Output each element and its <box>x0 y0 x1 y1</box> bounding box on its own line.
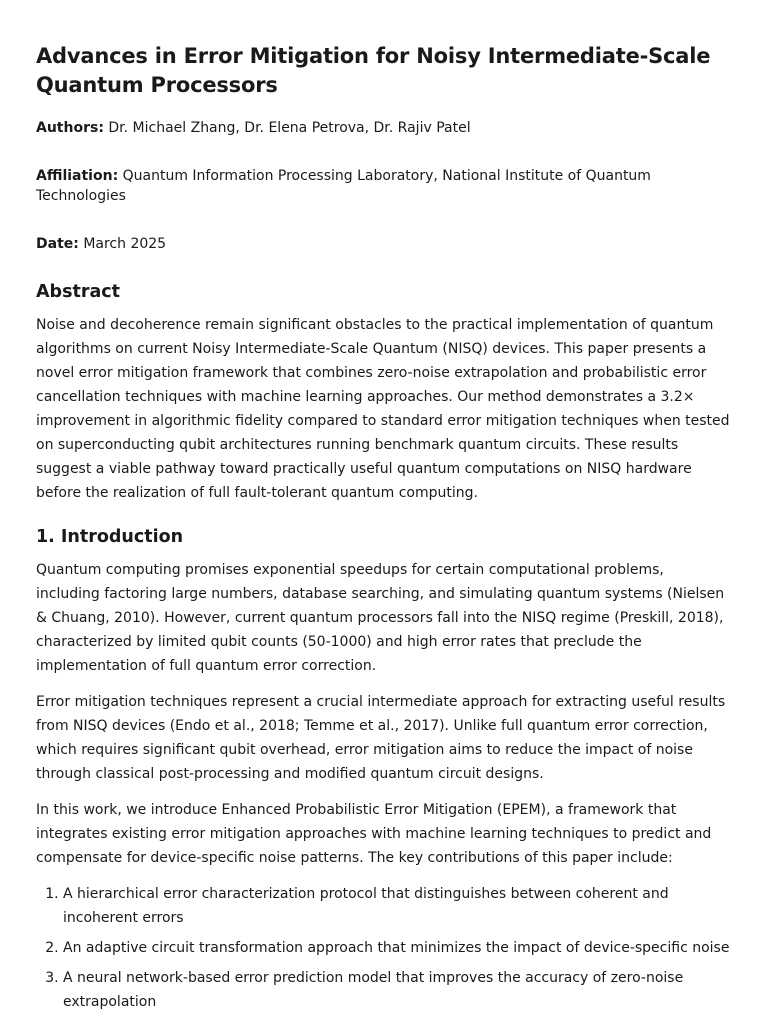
affiliation-value: Quantum Information Processing Laboratory, National Institute of Quantum Technologies <box>36 168 651 204</box>
introduction-heading: 1. Introduction <box>36 527 184 547</box>
paper-title: Advances in Error Mitigation for Noisy Intermediate-Scale Quantum Processors <box>36 44 711 97</box>
affiliation-line <box>36 166 732 206</box>
date-value: March 2025 <box>83 236 167 252</box>
list-item: 1. A hierarchical error characterization protocol that distinguishes between coherent and incoherent errors <box>63 882 732 930</box>
list-item: 2. An adaptive circuit transformation approach that minimizes the impact of device-specific noise <box>63 936 732 960</box>
abstract-text: Noise and decoherence remain significant obstacles to the practical implementation of quantum algorithms on current Noisy Intermediate-Scale Quantum (NISQ) devices. This paper presents a novel error mitigation framework that combines zero-noise extrapolation and probabilistic error cancellation techniques with machine learning approaches. Our method demonstrates a 3.2× improvement in algorithmic fidelity compared to standard error mitigation techniques when tested on superconducting qubit architectures running benchmark quantum circuits. These results suggest a viable pathway toward practically useful quantum computations on NISQ hardware before the realization of full fault-tolerant quantum computing. <box>36 317 730 501</box>
intro-paragraph: Quantum computing promises exponential speedups for certain computational problems, including factoring large numbers, database searching, and simulating quantum systems (Nielsen & Chuang, 2010). However, current quantum processors fall into the NISQ regime (Preskill, 2018), characterized by limited qubit counts (50-1000) and high error rates that preclude the implementation of full quantum error correction. <box>36 562 725 674</box>
authors-line <box>36 118 732 138</box>
contributions-list <box>36 882 732 1014</box>
affiliation-label: Affiliation: <box>36 168 119 184</box>
date-label: Date: <box>36 236 79 252</box>
date-line <box>36 234 732 254</box>
intro-paragraph: In this work, we introduce Enhanced Probabilistic Error Mitigation (EPEM), a framework that integrates existing error mitigation approaches with machine learning techniques to predict and compensate for device-specific noise patterns. The key contributions of this paper include: <box>36 802 712 866</box>
abstract-heading: Abstract <box>36 282 121 302</box>
list-item: 3. A neural network-based error prediction model that improves the accuracy of zero-noise extrapolation <box>63 966 732 1014</box>
authors-value: Dr. Michael Zhang, Dr. Elena Petrova, Dr. Rajiv Patel <box>108 120 471 136</box>
authors-label: Authors: <box>36 120 104 136</box>
intro-paragraph: Error mitigation techniques represent a crucial intermediate approach for extracting useful results from NISQ devices (Endo et al., 2018; Temme et al., 2017). Unlike full quantum error correction, which requires significant qubit overhead, error mitigation aims to reduce the impact of noise through classical post-processing and modified quantum circuit designs. <box>36 694 726 782</box>
